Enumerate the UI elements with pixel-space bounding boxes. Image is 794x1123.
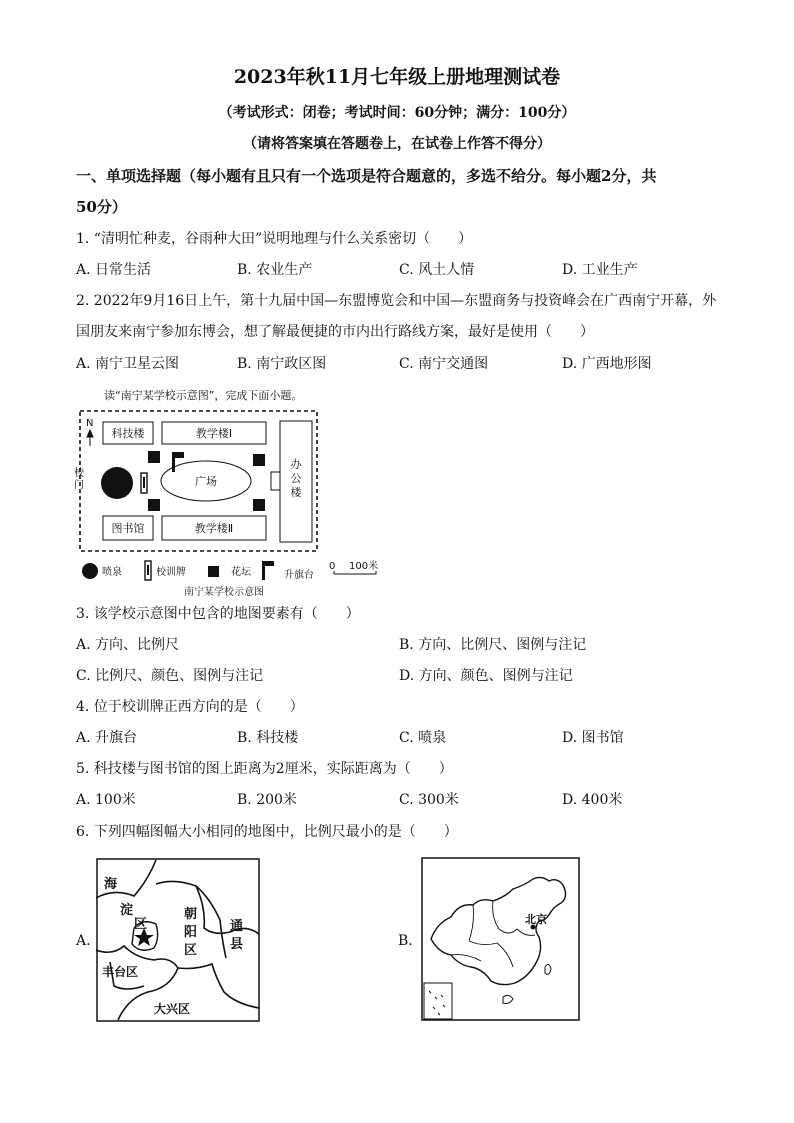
question-5-option-b[interactable]: B. 200米 xyxy=(237,792,297,808)
question-2-option-b[interactable]: B. 南宁政区图 xyxy=(237,356,327,372)
china-map xyxy=(421,857,581,1023)
legend-flowerbed-label: 花坛 xyxy=(231,567,251,578)
beijing-district-map xyxy=(96,858,261,1023)
question-1-stem: 1. “清明忙种麦，谷雨种大田”说明地理与什么关系密切（ ） xyxy=(76,231,473,247)
flag-platform-banner xyxy=(172,452,184,458)
question-5-stem: 5. 科技楼与图书馆的图上距离为2厘米，实际距离为（ ） xyxy=(76,761,453,777)
question-2-option-c[interactable]: C. 南宁交通图 xyxy=(399,356,489,372)
scale-label: 100米 xyxy=(349,561,379,572)
legend-fountain-icon xyxy=(82,563,98,579)
flowerbed xyxy=(148,499,160,511)
office-label-1: 办 xyxy=(290,458,302,471)
legend-flag-icon xyxy=(262,561,274,580)
section-heading-line1: 一、单项选择题（每小题有且只有一个选项是符合题意的，多选不给分。每小题2分，共 xyxy=(76,167,657,185)
question-1-option-d[interactable]: D. 工业生产 xyxy=(562,262,638,278)
teaching-building-1-label: 教学楼Ⅰ xyxy=(195,427,233,440)
school-map xyxy=(72,404,392,604)
map-a-fengtai: 丰台区 xyxy=(102,965,139,979)
question-4-option-d[interactable]: D. 图书馆 xyxy=(562,730,624,746)
legend-sign-mark xyxy=(147,565,149,575)
question-6-stem: 6. 下列四幅图幅大小相同的地图中，比例尺最小的是（ ） xyxy=(76,824,458,840)
question-3-option-c[interactable]: C. 比例尺、颜色、图例与注记 xyxy=(76,668,264,684)
question-5-option-a[interactable]: A. 100米 xyxy=(76,792,136,808)
legend-sign-label: 校训牌 xyxy=(156,567,186,578)
question-3-stem: 3. 该学校示意图中包含的地图要素有（ ） xyxy=(76,606,360,622)
question-5-option-c[interactable]: C. 300米 xyxy=(399,792,459,808)
map-a-qu2: 区 xyxy=(184,943,198,958)
map-a-yang: 阳 xyxy=(184,925,198,940)
section-heading-line2: 50分） xyxy=(76,198,127,216)
map-caption: 南宁某学校示意图 xyxy=(184,587,264,598)
read-prompt: 读“南宁某学校示意图”，完成下面小题。 xyxy=(104,389,303,402)
gate-label-1: 校 xyxy=(74,468,84,479)
plaza-label: 广场 xyxy=(195,475,217,488)
office-label-3: 楼 xyxy=(290,486,302,499)
question-3-option-b[interactable]: B. 方向、比例尺、图例与注记 xyxy=(399,637,587,653)
page-title: 2023年秋11月七年级上册地理测试卷 xyxy=(233,66,561,88)
question-2-option-d[interactable]: D. 广西地形图 xyxy=(562,356,652,372)
fountain xyxy=(101,467,133,499)
teaching-building-2-label: 教学楼Ⅱ xyxy=(194,522,234,535)
map-a-xian: 县 xyxy=(230,937,244,952)
flowerbed xyxy=(253,499,265,511)
question-6-option-b[interactable]: B. xyxy=(398,933,413,949)
office-label-2: 公 xyxy=(290,472,302,485)
north-label: N xyxy=(86,418,94,429)
map-b-beijing: 北京 xyxy=(525,913,547,926)
map-a-daxing: 大兴区 xyxy=(154,1002,191,1016)
map-a-qu1: 区 xyxy=(134,917,148,932)
gate-label-2: 门 xyxy=(74,480,84,491)
map-a-hai: 海 xyxy=(104,877,118,892)
question-4-stem: 4. 位于校训牌正西方向的是（ ） xyxy=(76,699,304,715)
library-label: 图书馆 xyxy=(111,522,145,535)
question-4-option-b[interactable]: B. 科技楼 xyxy=(237,730,299,746)
legend-flowerbed-icon xyxy=(208,566,219,577)
notice: （请将答案填在答题卷上，在试卷上作答不得分） xyxy=(243,136,551,152)
scale-zero: 0 xyxy=(329,561,336,572)
flowerbed xyxy=(253,454,265,466)
school-motto-sign-mark xyxy=(143,477,145,488)
north-arrow-icon xyxy=(87,430,93,446)
question-2-option-a[interactable]: A. 南宁卫星云图 xyxy=(76,356,180,372)
question-5-option-d[interactable]: D. 400米 xyxy=(562,792,623,808)
tech-building-label: 科技楼 xyxy=(111,427,145,440)
question-6-option-a[interactable]: A. xyxy=(76,933,91,949)
exam-info: （考试形式：闭卷；考试时间：60分钟；满分：100分） xyxy=(218,105,576,121)
flowerbed xyxy=(148,451,160,463)
map-a-dian: 淀 xyxy=(120,903,134,918)
question-3-option-a[interactable]: A. 方向、比例尺 xyxy=(76,637,180,653)
legend-flag-label: 升旗台 xyxy=(284,570,314,581)
taiwan-island xyxy=(545,964,551,974)
question-1-option-b[interactable]: B. 农业生产 xyxy=(237,262,313,278)
question-1-option-c[interactable]: C. 风土人情 xyxy=(399,262,475,278)
map-a-tong: 通 xyxy=(230,919,244,934)
map-a-chao: 朝 xyxy=(184,907,198,922)
question-2-stem-line2: 国朋友来南宁参加东博会，想了解最便捷的市内出行路线方案，最好是使用（ ） xyxy=(76,324,594,340)
legend-fountain-label: 喷泉 xyxy=(102,567,122,578)
question-4-option-a[interactable]: A. 升旗台 xyxy=(76,730,138,746)
question-2-stem-line1: 2. 2022年9月16日上午，第十九届中国—东盟博览会和中国—东盟商务与投资峰会在广西南宁开幕，外 xyxy=(76,293,717,309)
question-3-option-d[interactable]: D. 方向、颜色、图例与注记 xyxy=(399,668,573,684)
question-4-option-c[interactable]: C. 喷泉 xyxy=(399,730,447,746)
question-1-option-a[interactable]: A. 日常生活 xyxy=(76,262,152,278)
office-entrance xyxy=(271,472,280,490)
